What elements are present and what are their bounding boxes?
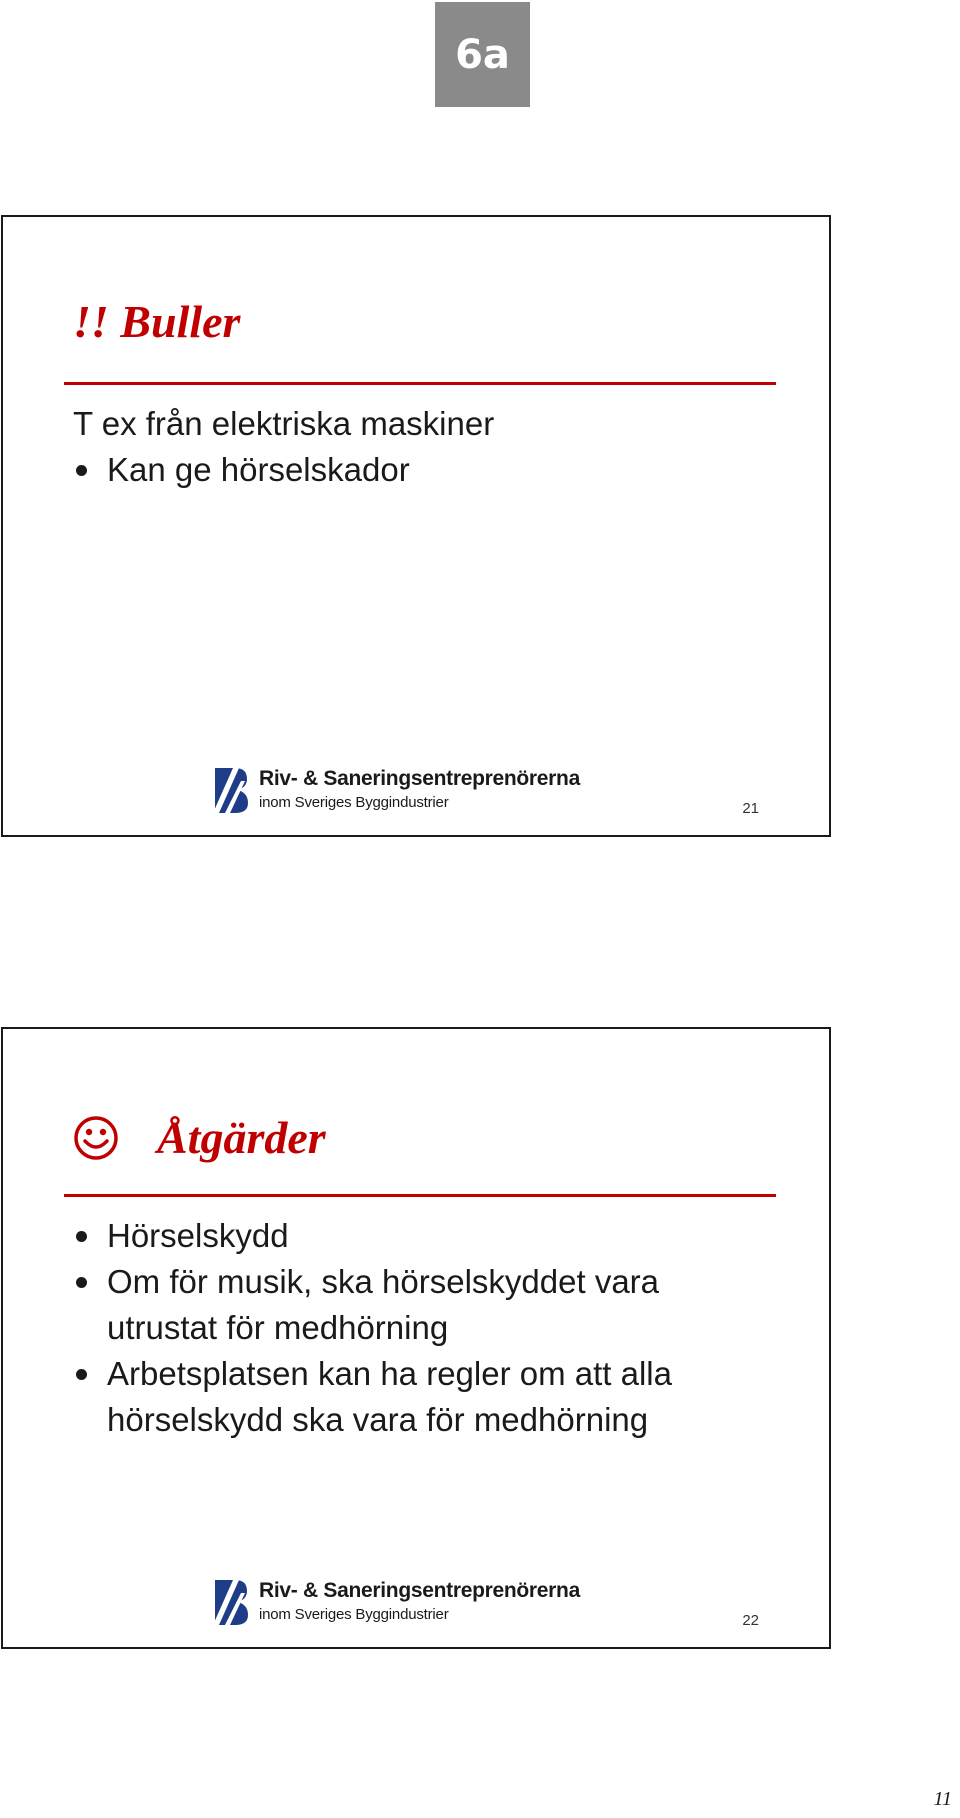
bullet-item (73, 1351, 753, 1443)
section-tab-badge: 6a (435, 2, 530, 107)
slide-title-text: !! Buller (73, 296, 241, 347)
bullet-dot-icon (76, 1369, 87, 1380)
riv-logo-mark-icon (211, 1577, 251, 1627)
body-line (73, 401, 494, 447)
body-line-text: T ex från elektriska maskiner (73, 405, 495, 442)
slide-number: 21 (742, 800, 759, 817)
logo-subtitle: inom Sveriges Byggindustrier (259, 794, 449, 811)
logo-name: Riv- & Saneringsentreprenörerna (259, 1579, 580, 1602)
slide-title-text: Åtgärder (157, 1112, 326, 1163)
logo-name: Riv- & Saneringsentreprenörerna (259, 767, 580, 790)
slide-number: 22 (742, 1612, 759, 1629)
bullet-item (73, 1259, 753, 1351)
organization-logo (211, 1577, 591, 1627)
slide-21 (1, 215, 831, 837)
title-divider (64, 1194, 776, 1197)
title-divider (64, 382, 776, 385)
bullet-dot-icon (76, 1277, 87, 1288)
logo-subtitle: inom Sveriges Byggindustrier (259, 1606, 449, 1623)
slide-title (73, 1112, 326, 1163)
riv-logo-mark-icon (211, 765, 251, 815)
bullet-item-text: Kan ge hörselskador (107, 451, 410, 488)
bullet-dot-icon (76, 1231, 87, 1242)
slide-body (73, 401, 494, 493)
slide-body (73, 1213, 753, 1443)
bullet-item-text: Arbetsplatsen kan ha regler om att alla hörselskydd ska vara för medhörning (107, 1355, 672, 1438)
page-number: 11 (933, 1788, 952, 1810)
bullet-item-text: Om för musik, ska hörselskyddet vara utrustat för medhörning (107, 1263, 660, 1346)
slide-title (73, 296, 241, 347)
smiley-face-icon (73, 1115, 119, 1161)
bullet-item (73, 1213, 753, 1259)
bullet-item (73, 447, 494, 493)
slide-22 (1, 1027, 831, 1649)
organization-logo (211, 765, 591, 815)
bullet-item-text: Hörselskydd (107, 1217, 289, 1254)
bullet-dot-icon (76, 465, 87, 476)
